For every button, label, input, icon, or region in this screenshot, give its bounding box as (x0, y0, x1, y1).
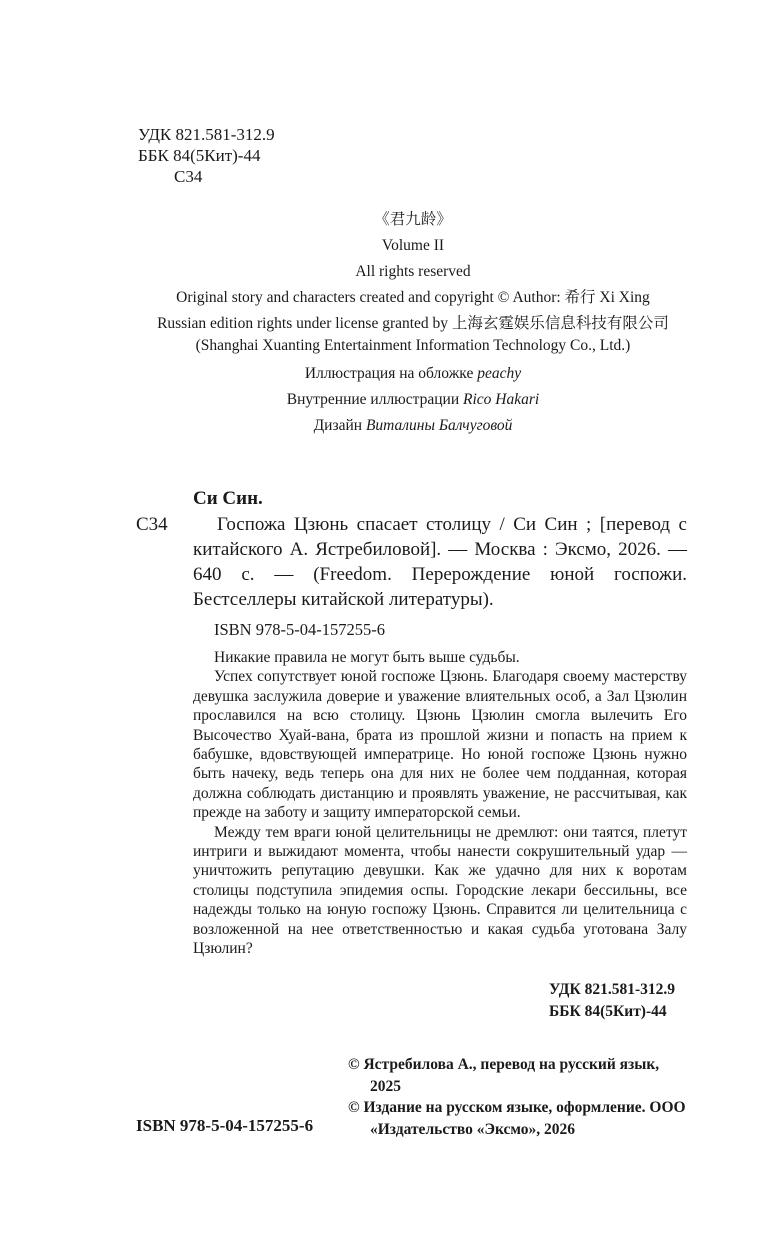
annotation-paragraph: Никакие правила не могут быть выше судьбы. (214, 649, 520, 666)
catalog-description (193, 512, 687, 612)
edition-copyright: © Издание на русском языке, оформление. ООО «Издательство «Эксмо», 2026 (348, 1099, 686, 1138)
annotation-paragraph: Успех сопутствует юной госпоже Цзюнь. Благодаря своему мастерству девушка заслужила доверие и уважение влиятельных особ, а Зал Цзюлин прославился на всю столицу. Цзюнь Цзюлин смогла вылечить Его Высочество Хуай-вана, брата из прошлой жизни и попасть на прием к бабушке, вдовствующей императрице. Но юной госпоже Цзюнь нужно быть начеку, ведь теперь она для них не более чем подданная, которая должна соблюдать дистанцию и проявлять уважение, не рассчитывая, как прежде на заботу и защиту императорской семьи. (193, 668, 687, 822)
credits-block (0, 207, 768, 439)
udk-code-bottom: УДК 821.581-312.9 (549, 981, 675, 998)
annotation-paragraph: Между тем враги юной целительницы не дремлют: они таятся, плетут интриги и выжидают момента, чтобы нанести сокрушительный удар — уничтожить репутацию девушки. Как же удачно для них к воротам столицы подступила эпидемия оспы. Городские лекари бессильны, все надежды только на юную госпожу Цзюнь. Справится ли целительница с возложенной на нее ответственностью и какая судьба уготована Залу Цзюлин? (193, 823, 687, 958)
catalog-author: Си Син. (193, 488, 263, 509)
translation-copyright: © Ястребилова А., перевод на русский язык, 2025 (348, 1056, 660, 1095)
catalog-description-text: Госпожа Цзюнь спасает столицу / Си Син ; [перевод с китайского А. Ястребиловой]. — Москва : Эксмо, 2026. — 640 с. — (Freedom. Перерождение юной госпожи. Бестселлеры китайской литературы). (193, 514, 687, 610)
original-story-credit: Original story and characters created and copyright © Author: 希行 Xi Xing (176, 289, 650, 306)
bbk-code: ББК 84(5Кит)-44 (138, 146, 261, 165)
author-sign: С34 (174, 167, 203, 186)
annotation (193, 648, 687, 959)
rights-notice: All rights reserved (355, 263, 471, 280)
udk-code: УДК 821.581-312.9 (138, 125, 275, 144)
inner-label: Внутренние иллюстрации (286, 391, 460, 408)
catalog-isbn: ISBN 978-5-04-157255-6 (214, 620, 385, 639)
copyright-block (348, 1054, 688, 1140)
company-name-en: (Shanghai Xuanting Entertainment Information Technology Co., Ltd.) (195, 337, 631, 354)
original-title: 《君九龄》 (374, 211, 452, 228)
bottom-codes (549, 979, 675, 1023)
russian-rights-credit: Russian edition rights under license granted by 上海玄霆娱乐信息科技有限公司 (157, 315, 669, 332)
inner-illustration-credit (0, 387, 768, 413)
design-artist: Виталины Балчуговой (365, 417, 513, 434)
volume-label: Volume II (381, 237, 445, 254)
catalog-sign: С34 (136, 514, 168, 535)
cover-illustration-credit (0, 361, 768, 387)
cover-label: Иллюстрация на обложке (304, 365, 474, 382)
design-credit (0, 413, 768, 439)
design-label: Дизайн (313, 417, 363, 434)
cover-artist: peachy (477, 365, 522, 382)
inner-artist: Rico Hakari (463, 391, 540, 408)
bbk-code-bottom: ББК 84(5Кит)-44 (549, 1003, 667, 1020)
isbn-bottom: ISBN 978-5-04-157255-6 (136, 1116, 314, 1135)
